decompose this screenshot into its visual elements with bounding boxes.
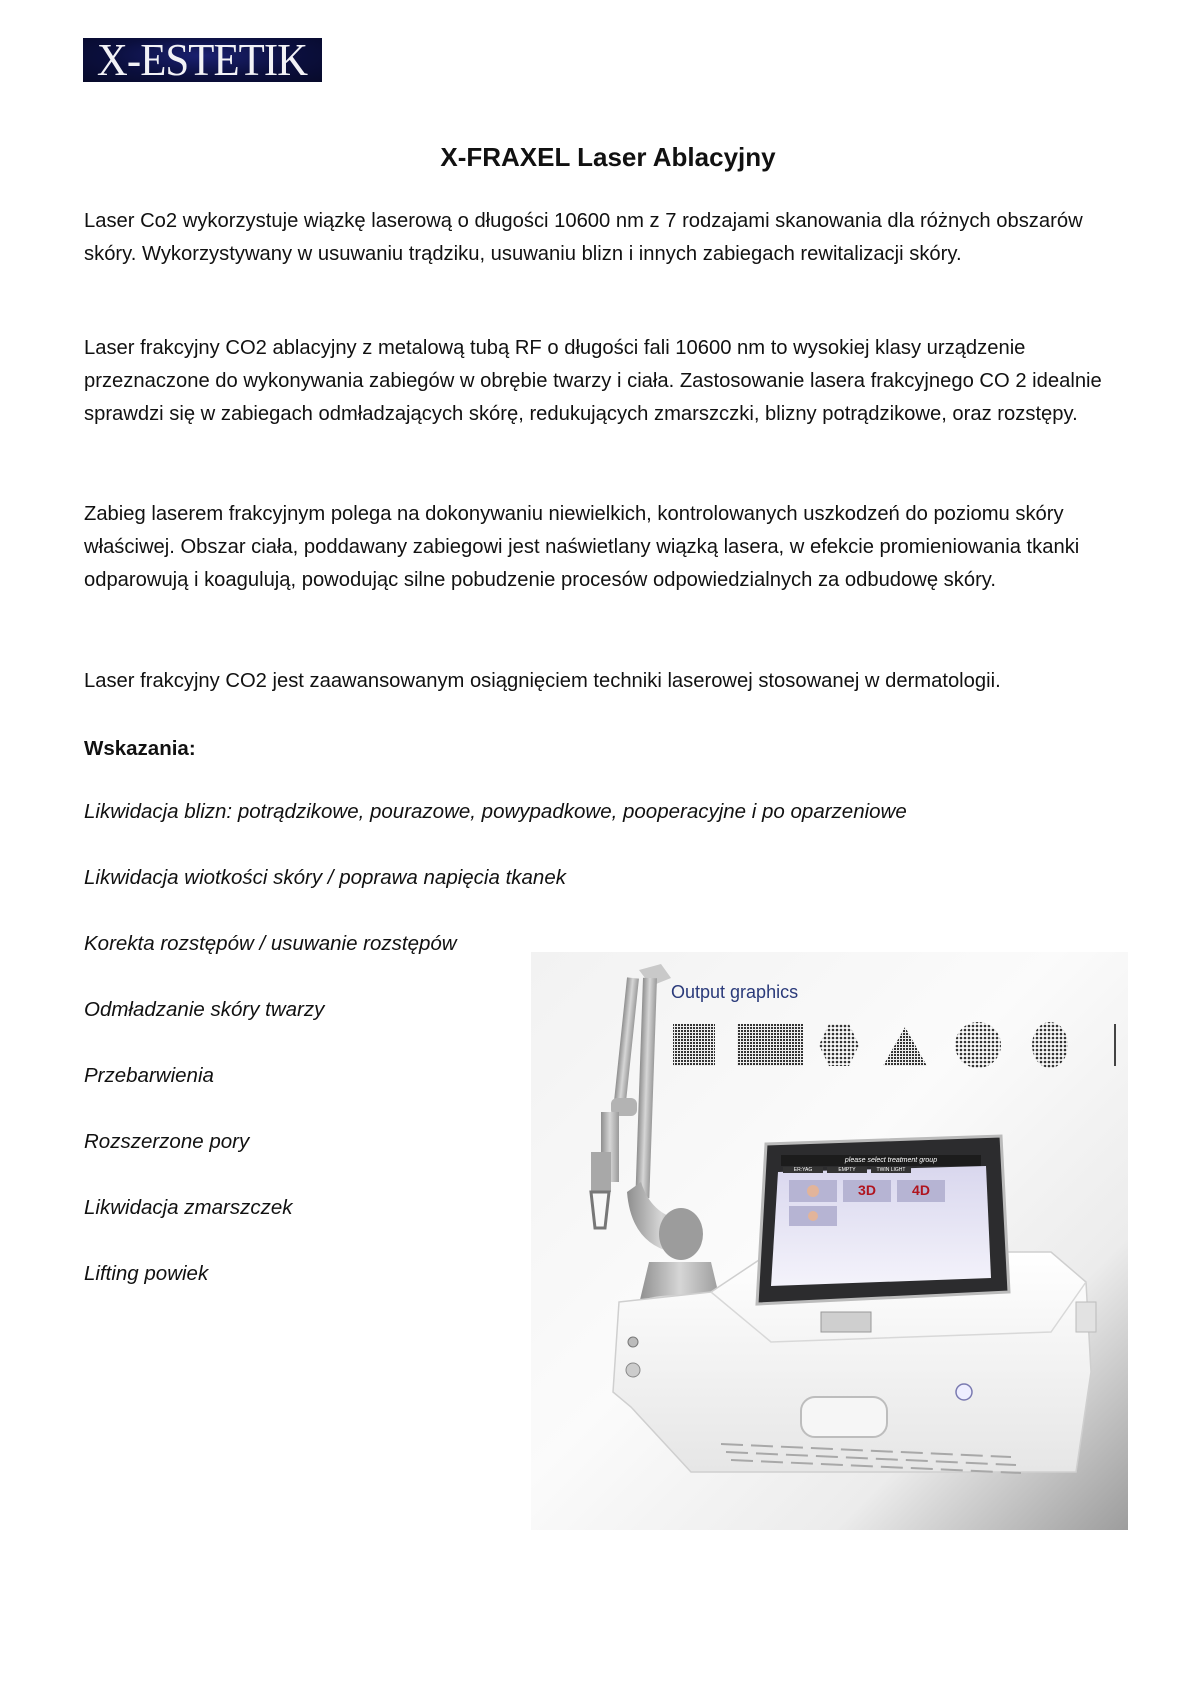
- screen-tab: EMPTY: [827, 1167, 867, 1173]
- screen-tab: TWIN LIGHT: [871, 1167, 911, 1173]
- articulated-arm: [591, 964, 723, 1315]
- paragraph-intro: Laser Co2 wykorzystuje wiązkę laserową o długości 10600 nm z 7 rodzajami skanowania dla różnych obszarów skóry. Wykorzystywany w usuwaniu trądziku, usuwaniu blizn i innych zabiegach rewitalizacji skóry.: [84, 210, 1083, 265]
- pattern-ellipse: [1032, 1022, 1068, 1068]
- product-image: [531, 952, 1128, 1530]
- device-port: [626, 1363, 640, 1377]
- device-handle: [801, 1397, 887, 1437]
- scan-patterns: [673, 1022, 1116, 1068]
- screen-tile-3d: 3D: [858, 1182, 876, 1198]
- pattern-triangle: [883, 1027, 927, 1066]
- power-button: [956, 1384, 972, 1400]
- brand-logo-text: X-ESTETIK: [97, 38, 308, 82]
- pattern-circle: [955, 1022, 1001, 1068]
- pattern-line: [1114, 1024, 1116, 1066]
- indication-item: Korekta rozstępów / usuwanie rozstępów: [84, 932, 457, 955]
- screen-tab: ER:YAG: [783, 1167, 823, 1173]
- screen-header: please select treatment group: [844, 1157, 938, 1164]
- page-title: X-FRAXEL Laser Ablacyjny: [440, 142, 776, 172]
- indication-item: Odmładzanie skóry twarzy: [84, 998, 325, 1021]
- output-graphics-label: Output graphics: [671, 982, 799, 1002]
- paragraph-procedure: Zabieg laserem frakcyjnym polega na dokonywaniu niewielkich, kontrolowanych uszkodzeń do poziomu skóry właściwej. Obszar ciała, poddawany zabiegowi jest naświetlany wiązką lasera, w efekcie promieniowania tkanki odparowują i koagulują, powodując silne pobudzenie procesów odpowiedzialnych za odbudowę skóry.: [84, 503, 1080, 591]
- indication-item: Likwidacja wiotkości skóry / poprawa napięcia tkanek: [84, 866, 566, 889]
- paragraph-description: Laser frakcyjny CO2 ablacyjny z metalową tubą RF o długości fali 10600 nm to wysokiej klasy urządzenie przeznaczone do wykonywania zabiegów w obrębie twarzy i ciała. Zastosowanie lasera frakcyjnego CO 2 idealnie sprawdzi się w zabiegach odmładzających skórę, redukujących zmarszczki, blizny potrądzikowe, oraz rozstępy.: [84, 337, 1102, 425]
- pattern-hexagon: [819, 1024, 859, 1066]
- indication-item: Likwidacja blizn: potrądzikowe, pourazowe, powypadkowe, pooperacyjne i po oparzeniowe: [84, 800, 907, 823]
- indication-item: Likwidacja zmarszczek: [84, 1196, 293, 1219]
- indication-item: Rozszerzone pory: [84, 1130, 250, 1153]
- device-port: [628, 1337, 638, 1347]
- pattern-square: [673, 1024, 715, 1066]
- paragraph-summary: Laser frakcyjny CO2 jest zaawansowanym osiągnięciem techniki laserowej stosowanej w dermatologii.: [84, 670, 1001, 692]
- indication-item: Przebarwienia: [84, 1064, 214, 1087]
- screen-tile-4d: 4D: [912, 1182, 930, 1198]
- laser-device-illustration: [531, 952, 1128, 1530]
- indication-item: Lifting powiek: [84, 1262, 209, 1285]
- brand-logo: [83, 38, 322, 82]
- pattern-rectangle: [737, 1024, 803, 1066]
- indications-heading: Wskazania:: [84, 737, 196, 760]
